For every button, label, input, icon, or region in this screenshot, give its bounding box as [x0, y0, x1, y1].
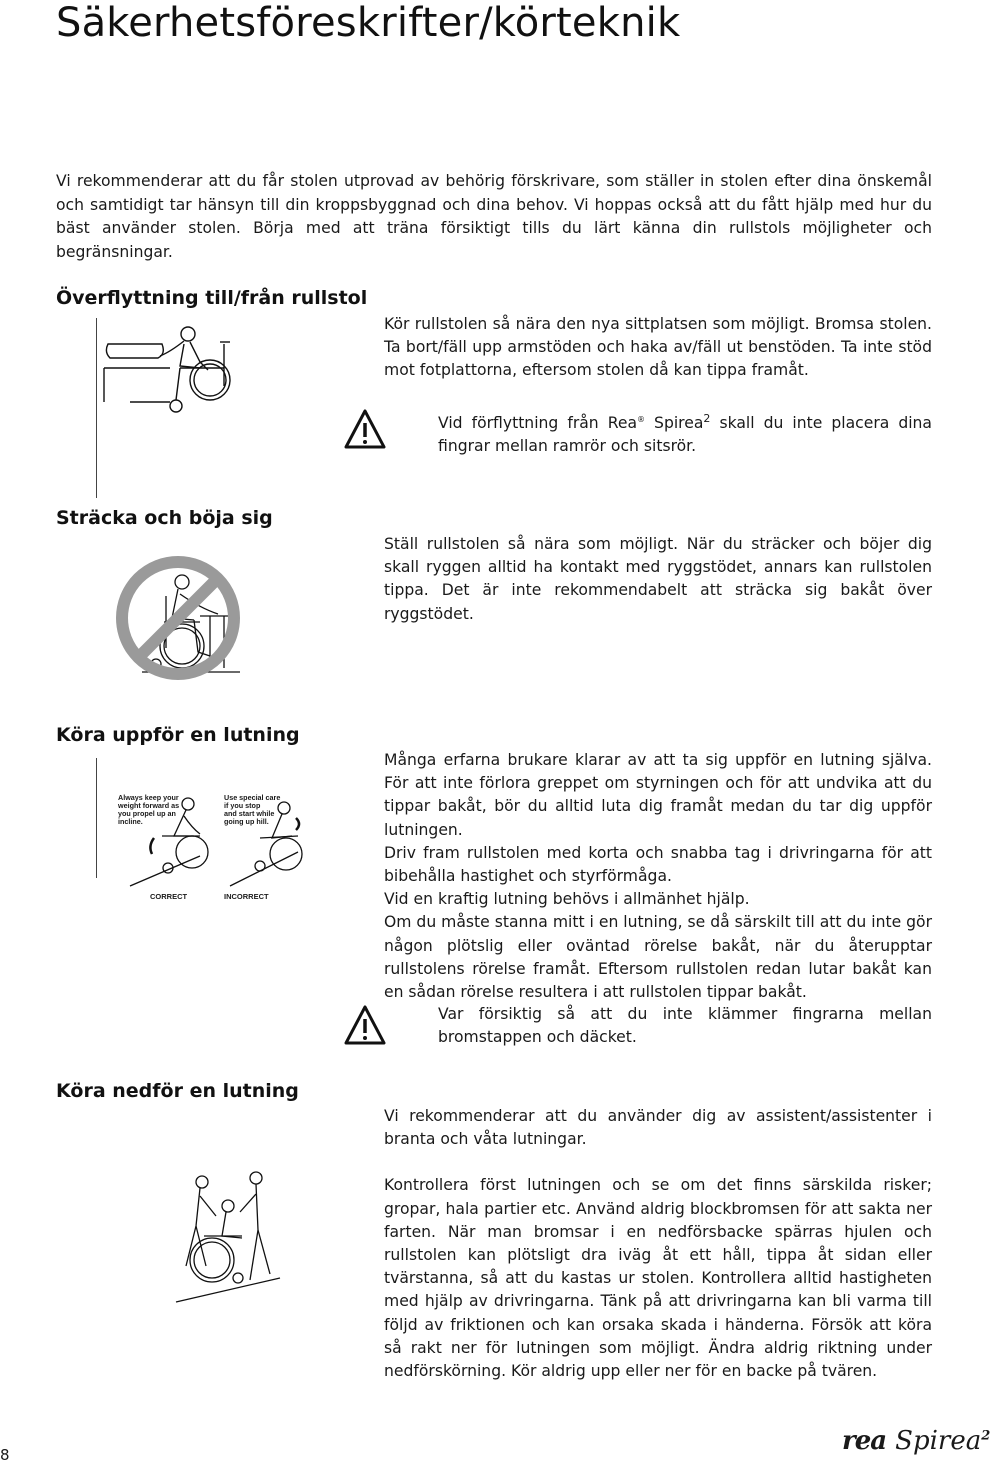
- uphill-illustration: [100, 776, 300, 906]
- caption-line: incline.: [118, 817, 143, 826]
- caption-line: if you stop: [224, 801, 261, 810]
- warning-text-start: Vid förflyttning från Rea: [438, 414, 638, 433]
- uphill-body: [384, 749, 932, 1004]
- superscript-2: 2: [703, 412, 711, 425]
- section-heading-reach: Sträcka och böja sig: [56, 507, 273, 529]
- logo-superscript: 2: [981, 1428, 990, 1444]
- page-number: 8: [0, 1446, 10, 1464]
- downhill-paragraph: Vi rekommenderar att du använder dig av assistent/assistenter i branta och våta lutningar.: [384, 1107, 932, 1149]
- downhill-illustration: [172, 1170, 282, 1310]
- downhill-paragraph: Kontrollera först lutningen och se om det finns särskilda risker; gropar, hala partier etc. Använd aldrig blockbromsen för att sakta ner farten. När man bromsar i en nedförsbacke spärras hjulen och rullstolen kan plötsligt dra iväg åt ett håll, tippa åt sidan eller tvärstanna, så att du kastas ur stolen. Kontrollera alltid hastigheten med hjälp av drivringarna. Tänk på att drivringarna kan bli varma till följd av friktionen och kan orsaka skada i händerna. Försök att köra så rakt ner för lutningen som möjligt. Ändra aldrig riktning under nedförskörning. Kör aldrig upp eller ner för en backe på tvären.: [384, 1176, 932, 1381]
- transfer-body: Kör rullstolen så nära den nya sittplatsen som möjligt. Bromsa stolen. Ta bort/fäll upp armstöden och haka av/fäll ut benstöden. Ta inte stöd mot fotplattorna, eftersom stolen då kan tippa framåt.: [384, 315, 932, 380]
- uphill-paragraph: Om du måste stanna mitt i en lutning, se då särskilt till att du inte gör någon plötslig eller oväntad rörelse bakåt, när du återupptar rullstolens rörelse framåt. Eftersom rullstolen redan lutar bakåt kan en sådan rörelse resultera i att rullstolen tippar bakåt.: [384, 913, 932, 1002]
- caption-line: going up hill.: [224, 817, 269, 826]
- incorrect-label: INCORRECT: [224, 892, 269, 901]
- reach-body: Ställ rullstolen så nära som möjligt. När du sträcker och böjer dig skall ryggen alltid ha kontakt med ryggstödet, annars kan rullstolen tippa. Det är inte rekommendabelt att sträcka sig bakåt över ryggstödet.: [384, 535, 932, 623]
- transfer-illustration: [100, 322, 250, 418]
- logo-brand: rea: [842, 1426, 887, 1456]
- warning-text-product: Spirea: [645, 414, 704, 433]
- caption-line: and start while: [224, 809, 275, 818]
- correct-caption: [118, 794, 179, 826]
- caption-line: Use special care: [224, 793, 281, 802]
- intro-paragraph: Vi rekommenderar att du får stolen utprovad av behörig förskrivare, som ställer in stolen efter dina önskemål och samtidigt tar hänsyn till din kroppsbyggnad och dina behov. Vi hoppas också att du fått hjälp med hur du bäst använder stolen. Börja med att träna försiktigt tills du lärt känna din rullstols möjligheter och begränsningar.: [56, 172, 932, 261]
- warning-icon: [344, 1004, 386, 1046]
- downhill-body: [384, 1105, 932, 1383]
- incorrect-caption: [224, 794, 280, 826]
- uphill-paragraph: Driv fram rullstolen med korta och snabba tag i drivringarna för att bibehålla hastighet och styrförmåga.: [384, 843, 932, 886]
- warning-text-end: skall du inte placera dina fingrar mellan ramrör och sitsrör.: [438, 414, 932, 456]
- registered-mark: ®: [637, 415, 646, 424]
- section-divider-line: [96, 318, 97, 498]
- uphill-warning: Var försiktig så att du inte klämmer fingrarna mellan bromstappen och däcket.: [438, 1005, 932, 1047]
- transfer-warning: [438, 407, 932, 459]
- warning-icon: [344, 408, 386, 450]
- section-heading-downhill: Köra nedför en lutning: [56, 1080, 299, 1102]
- caption-line: Always keep your: [118, 793, 179, 802]
- brand-logo: [842, 1426, 990, 1456]
- reach-prohibition-illustration: [100, 548, 250, 680]
- caption-line: weight forward as: [118, 801, 180, 810]
- correct-label: CORRECT: [150, 892, 188, 901]
- logo-product: Spirea: [895, 1426, 982, 1456]
- uphill-paragraph: Vid en kraftig lutning behövs i allmänhet hjälp.: [384, 890, 750, 909]
- section-divider-line: [96, 758, 97, 878]
- caption-line: you propel up an: [118, 809, 176, 818]
- uphill-paragraph: Många erfarna brukare klarar av att ta sig uppför en lutning själva. För att inte förlora greppet om styrningen och för att undvika att du tippar bakåt, bör du alltid luta dig framåt medan du tar dig uppför lutningen.: [384, 751, 932, 839]
- section-heading-transfer: Överflyttning till/från rullstol: [56, 287, 368, 309]
- page-title: Säkerhetsföreskrifter/körteknik: [56, 0, 681, 46]
- section-heading-uphill: Köra uppför en lutning: [56, 724, 300, 746]
